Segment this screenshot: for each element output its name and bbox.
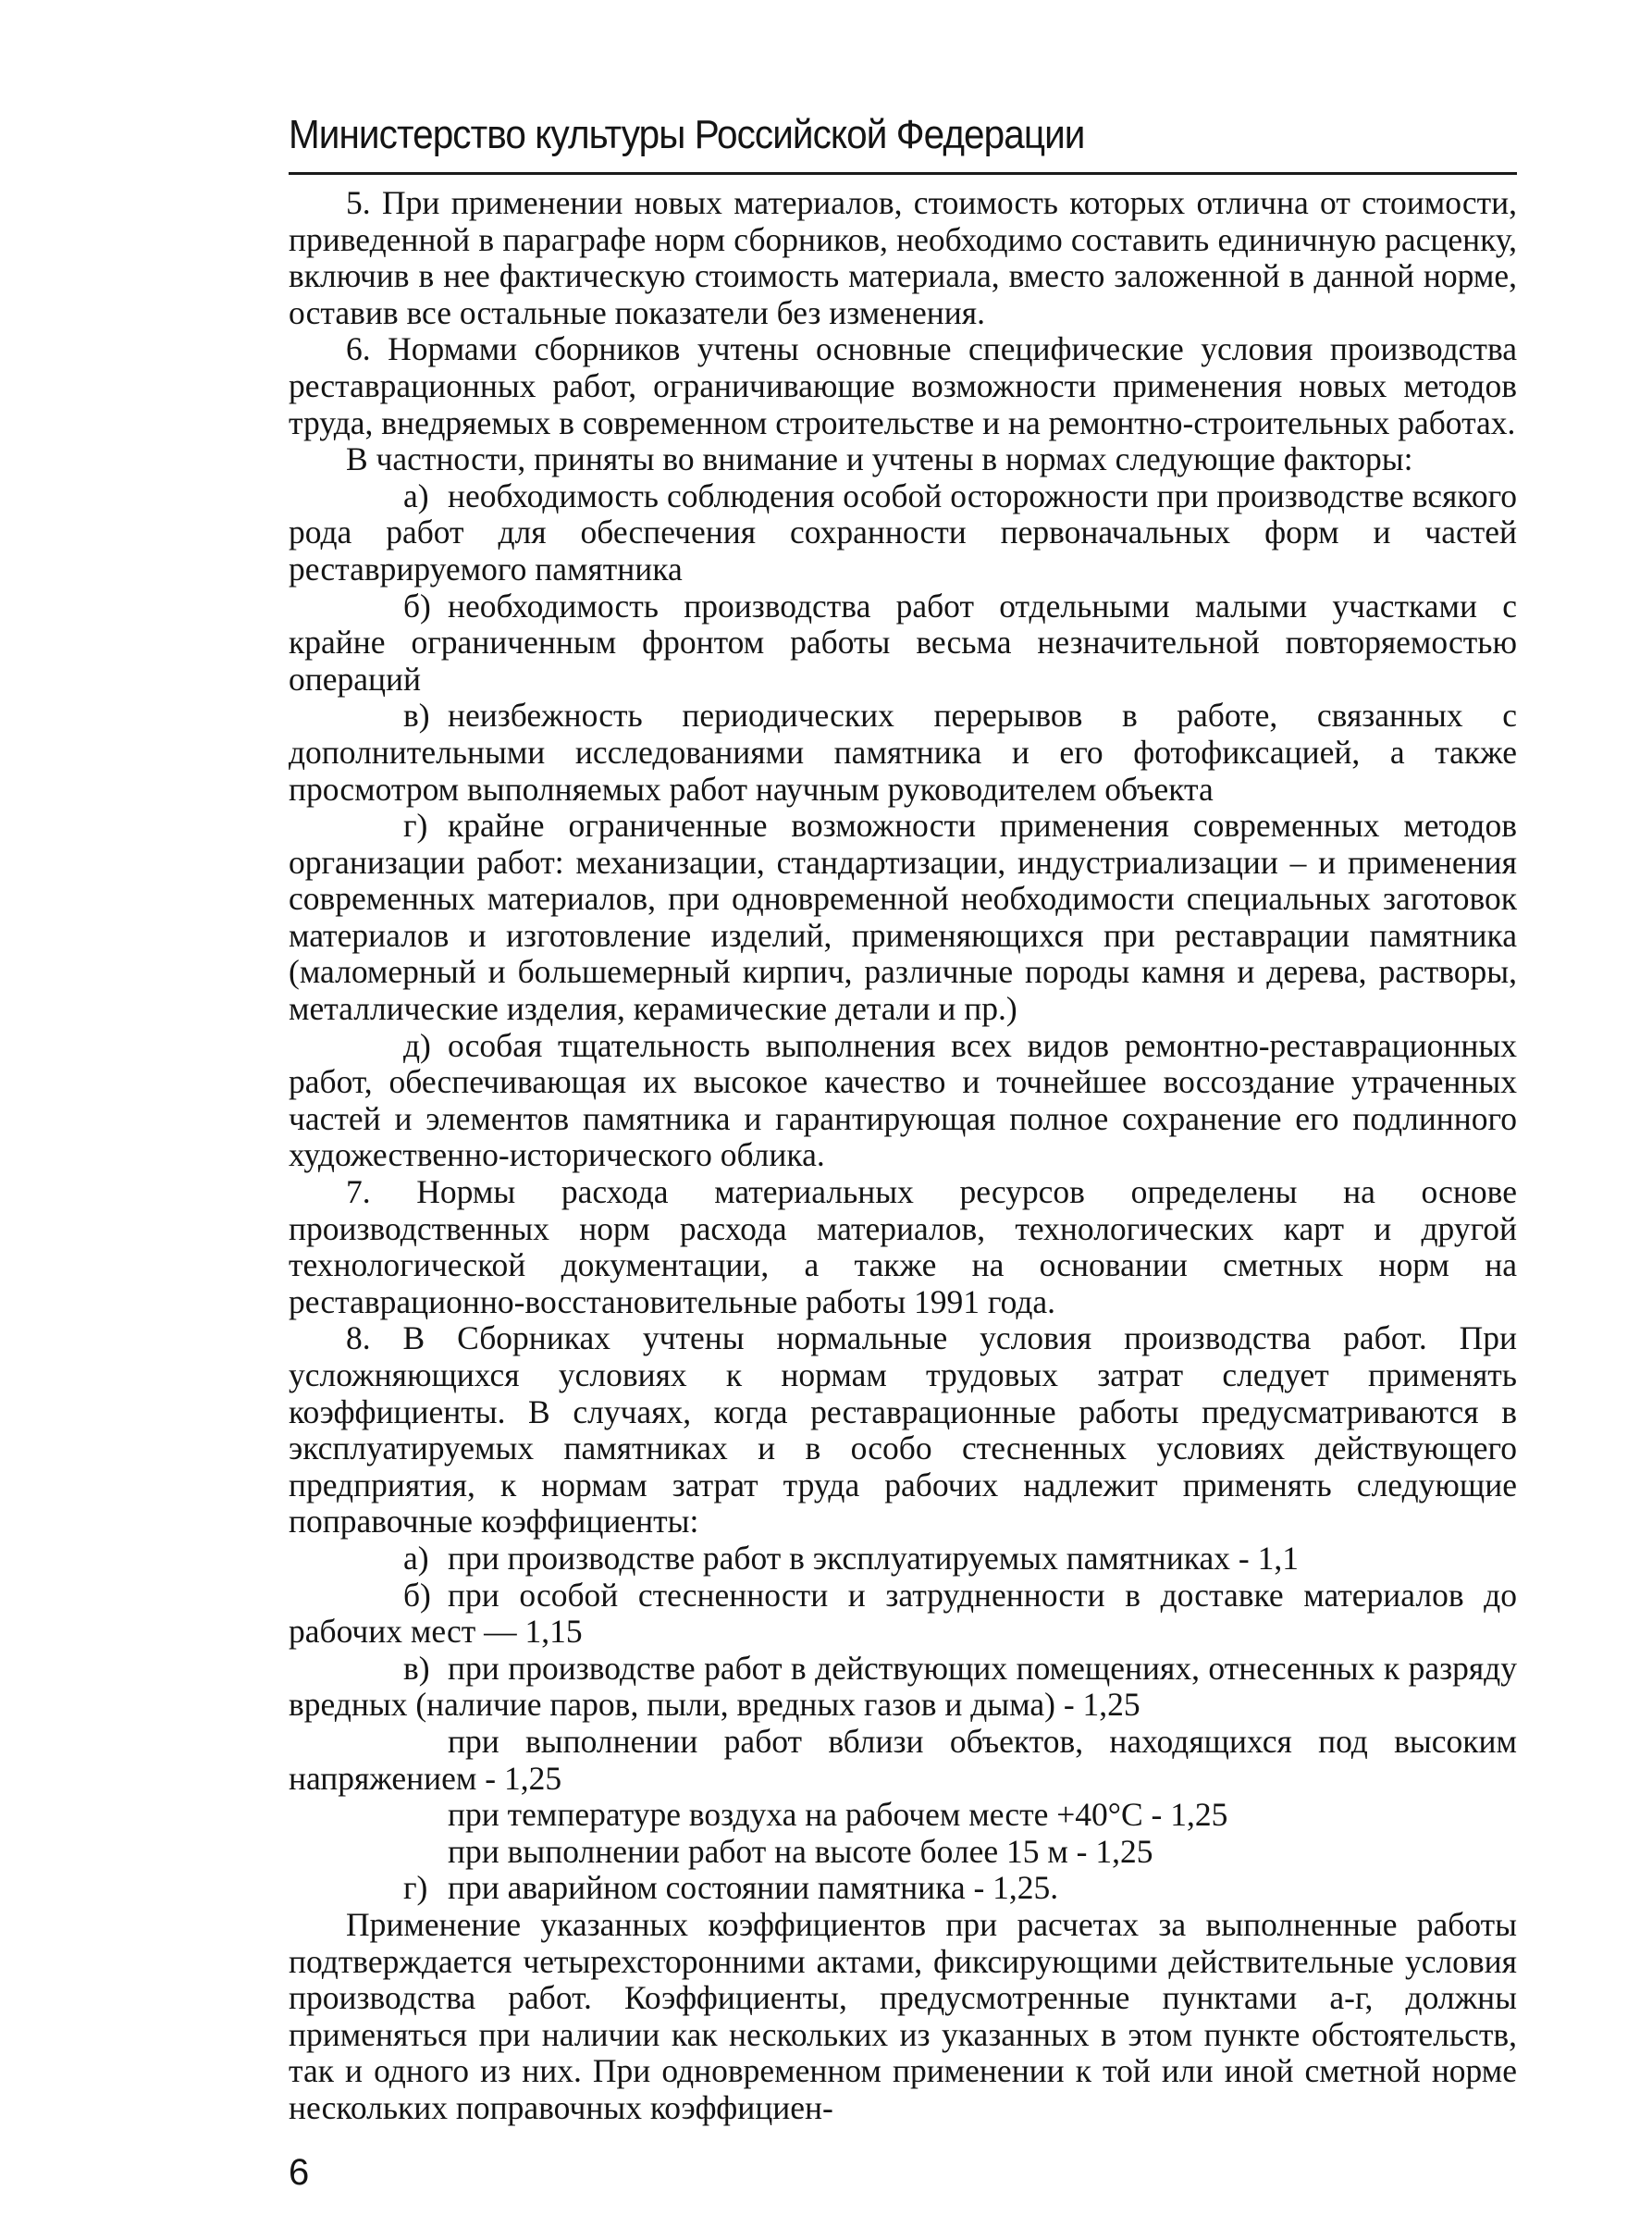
paragraph: 5. При применении новых материалов, стоимость которых отлична от стоимости, приведенной в параграфе норм сборников, необходимо составить единичную расценку, включив в нее фактическую стоимость материала, вместо заложенной в данной норме, оставив все остальные показатели без изменения. xyxy=(289,184,1517,331)
paragraph: при выполнении работ на высоте более 15 м - 1,25 xyxy=(448,1832,1153,1870)
paragraph: 8. В Сборниках учтены нормальные условия производства работ. При усложняющихся условиях к нормам трудовых затрат следует применять коэффициенты. В случаях, когда реставрационные работы предусматриваются в эксплуатируемых памятниках и в особо стесненных условиях действующего предприятия, к нормам затрат труда рабочих надлежит применять следующие поправочные коэффициенты: xyxy=(289,1319,1517,1541)
list-item-label: а) xyxy=(403,476,429,514)
list-item xyxy=(289,1578,1517,1651)
running-header: Министерство культуры Российской Федерации xyxy=(289,112,1085,157)
list-item-label: в) xyxy=(403,697,430,735)
list-item-label: д) xyxy=(403,1026,431,1064)
paragraph: Применение указанных коэффициентов при расчетах за выполненные работы подтверждается четырехсторонними актами, фиксирующими действительные условия производства работ. Коэффициенты, предусмотренные пунктами а-г, должны применяться при наличии как нескольких из указанных в этом пункте обстоятельств, так и одного из них. При одновременном применении к той или иной сметной норме нескольких поправочных коэффициен- xyxy=(289,1905,1517,2126)
list-item-text: неизбежность периодических перерывов в работе, связанных с дополнительными исследованиями памятника и его фотофиксацией, а также просмотром выполняемых работ научным руководителем объекта xyxy=(289,697,1517,808)
list-item xyxy=(289,1870,1517,1907)
document-body xyxy=(289,185,1517,2126)
list-item-label: а) xyxy=(403,1539,429,1577)
list-item xyxy=(289,808,1517,1028)
list-item-label: г) xyxy=(403,807,428,845)
list-item-label: в) xyxy=(403,1649,430,1687)
list-item-text: при производстве работ в действующих помещениях, отнесенных к разряду вредных (наличие паров, пыли, вредных газов и дыма) - 1,25 xyxy=(289,1649,1517,1724)
list-item-label: б) xyxy=(403,587,431,625)
list-item-text: при особой стесненности и затрудненности в доставке материалов до рабочих мест — 1,15 xyxy=(289,1576,1517,1651)
list-item-text: крайне ограниченные возможности применения современных методов организации работ: механизации, стандартизации, индустриализации – и применения современных материалов, при одновременной необходимости специальных заготовок материалов и изготовление изделий, применяющихся при реставрации памятника (маломерный и большемерный кирпич, различные породы камня и дерева, растворы, металлические изделия, керамические детали и пр.) xyxy=(289,807,1517,1028)
paragraph: 7. Нормы расхода материальных ресурсов определены на основе производственных норм расхода материалов, технологических карт и другой технологической документации, а также на основании сметных норм на реставрационно-восстановительные работы 1991 года. xyxy=(289,1173,1517,1320)
list-item-text: при аварийном состоянии памятника - 1,25. xyxy=(448,1869,1059,1907)
list-item xyxy=(289,1651,1517,1724)
paragraph: 6. Нормами сборников учтены основные специфические условия производства реставрационных работ, ограничивающие возможности применения новых методов труда, внедряемых в современном строительстве и на ремонтно-строительных работах. xyxy=(289,330,1517,441)
list-item xyxy=(289,588,1517,699)
list-item-text: необходимость соблюдения особой осторожности при производстве всякого рода работ для обеспечения сохранности первоначальных форм и частей реставрируемого памятника xyxy=(289,476,1517,588)
header-rule xyxy=(289,172,1517,175)
paragraph: при выполнении работ вблизи объектов, находящихся под высоким напряжением - 1,25 xyxy=(289,1722,1517,1797)
list-item xyxy=(289,1541,1517,1578)
list-item-label: б) xyxy=(403,1576,431,1614)
list-item xyxy=(289,1028,1517,1174)
list-item-text: необходимость производства работ отдельными малыми участками с крайне ограниченным фронтом работы весьма незначительной повторяемостью операций xyxy=(289,587,1517,698)
list-item-label: г) xyxy=(403,1869,428,1907)
list-item-text: при производстве работ в эксплуатируемых памятниках - 1,1 xyxy=(448,1539,1299,1577)
list-item xyxy=(289,478,1517,588)
list-item xyxy=(289,698,1517,808)
paragraph: при температуре воздуха на рабочем месте +40°С - 1,25 xyxy=(448,1796,1228,1834)
page-number: 6 xyxy=(289,2152,310,2193)
paragraph: В частности, приняты во внимание и учтены в нормах следующие факторы: xyxy=(346,440,1413,478)
list-item-text: особая тщательность выполнения всех видов ремонтно-реставрационных работ, обеспечивающая их высокое качество и точнейшее воссоздание утраченных частей и элементов памятника и гарантирующая полное сохранение его подлинного художественно-исторического облика. xyxy=(289,1026,1517,1174)
